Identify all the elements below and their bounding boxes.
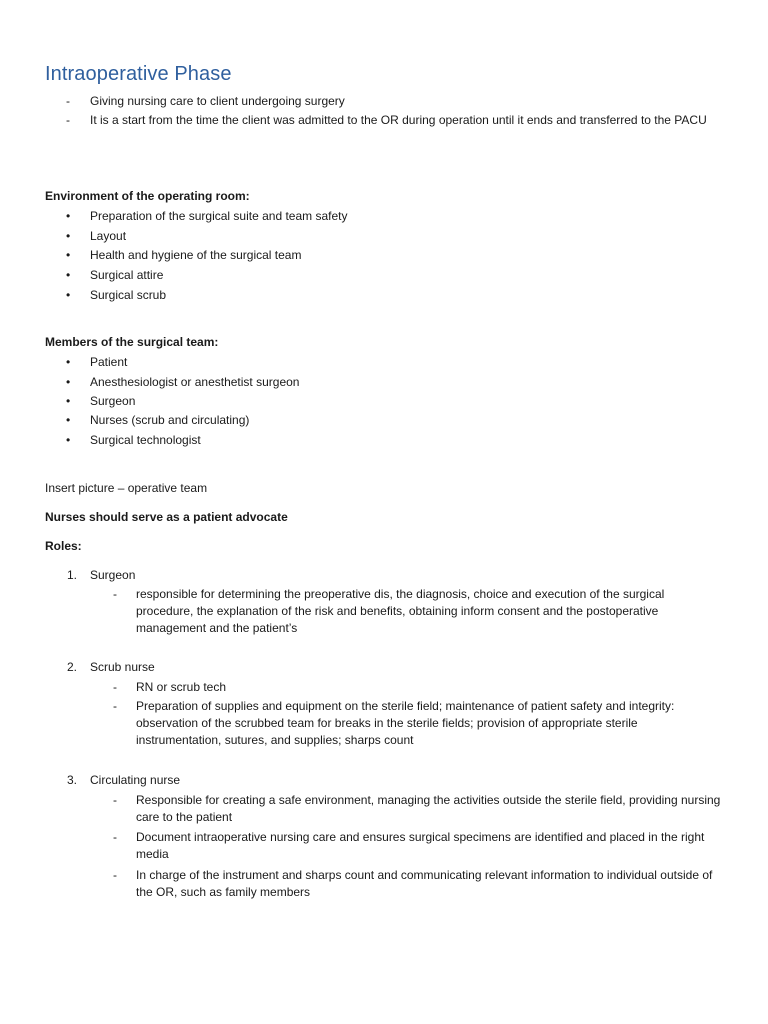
role-number: 2. bbox=[67, 660, 78, 674]
environment-item: Surgical attire bbox=[90, 268, 164, 282]
member-item: Surgeon bbox=[90, 394, 136, 408]
bullet-marker: • bbox=[66, 209, 71, 223]
bullet-marker: • bbox=[66, 355, 71, 369]
dash-marker: - bbox=[113, 587, 117, 601]
dash-marker: - bbox=[113, 868, 117, 882]
role-point: Responsible for creating a safe environment, managing the activities outside the sterile field, providing nursing care to the patient bbox=[136, 793, 721, 824]
role-name: Surgeon bbox=[90, 568, 136, 582]
role-number: 1. bbox=[67, 568, 78, 582]
intro-item-2: It is a start from the time the client was admitted to the OR during operation until it ends and transferred to the PACU bbox=[90, 113, 707, 127]
advocate-statement: Nurses should serve as a patient advocate bbox=[45, 510, 288, 524]
roles-heading: Roles: bbox=[45, 539, 82, 553]
member-item: Surgical technologist bbox=[90, 433, 201, 447]
role-name: Scrub nurse bbox=[90, 660, 155, 674]
dash-marker: - bbox=[113, 680, 117, 694]
environment-item: Layout bbox=[90, 229, 127, 243]
bullet-marker: • bbox=[66, 248, 71, 262]
dash-marker: - bbox=[113, 699, 117, 713]
member-item: Patient bbox=[90, 355, 128, 369]
role-point: In charge of the instrument and sharps count and communicating relevant information to individual outside of the OR, such as family members bbox=[136, 868, 713, 899]
environment-item: Health and hygiene of the surgical team bbox=[90, 248, 302, 262]
member-item: Nurses (scrub and circulating) bbox=[90, 413, 250, 427]
role-number: 3. bbox=[67, 773, 78, 787]
bullet-marker: • bbox=[66, 229, 71, 243]
intro-item-1: Giving nursing care to client undergoing surgery bbox=[90, 94, 345, 108]
member-item: Anesthesiologist or anesthetist surgeon bbox=[90, 375, 300, 389]
bullet-marker: • bbox=[66, 413, 71, 427]
dash-marker: - bbox=[66, 113, 70, 127]
role-name: Circulating nurse bbox=[90, 773, 181, 787]
members-heading: Members of the surgical team: bbox=[45, 335, 219, 349]
bullet-marker: • bbox=[66, 394, 71, 408]
environment-item: Preparation of the surgical suite and team safety bbox=[90, 209, 348, 223]
bullet-marker: • bbox=[66, 288, 71, 302]
bullet-marker: • bbox=[66, 433, 71, 447]
bullet-marker: • bbox=[66, 268, 71, 282]
dash-marker: - bbox=[113, 830, 117, 844]
dash-marker: - bbox=[113, 793, 117, 807]
insert-picture-note: Insert picture – operative team bbox=[45, 481, 208, 495]
role-point: RN or scrub tech bbox=[136, 680, 227, 694]
environment-item: Surgical scrub bbox=[90, 288, 167, 302]
page-title: Intraoperative Phase bbox=[45, 63, 232, 85]
role-point: responsible for determining the preoperative dis, the diagnosis, choice and execution of the surgical procedure, the explanation of the risk and benefits, obtaining inform consent and the postoperative management and the patient’s bbox=[136, 587, 665, 635]
role-point: Preparation of supplies and equipment on the sterile field; maintenance of patient safety and integrity: observation of the scrubbed team for breaks in the sterile fields; provision of appropriate sterile instrumentation, sutures, and supplies; sharps count bbox=[136, 699, 675, 747]
role-point: Document intraoperative nursing care and ensures surgical specimens are identified and placed in the right media bbox=[136, 830, 705, 861]
environment-heading: Environment of the operating room: bbox=[45, 189, 250, 203]
dash-marker: - bbox=[66, 94, 70, 108]
bullet-marker: • bbox=[66, 375, 71, 389]
